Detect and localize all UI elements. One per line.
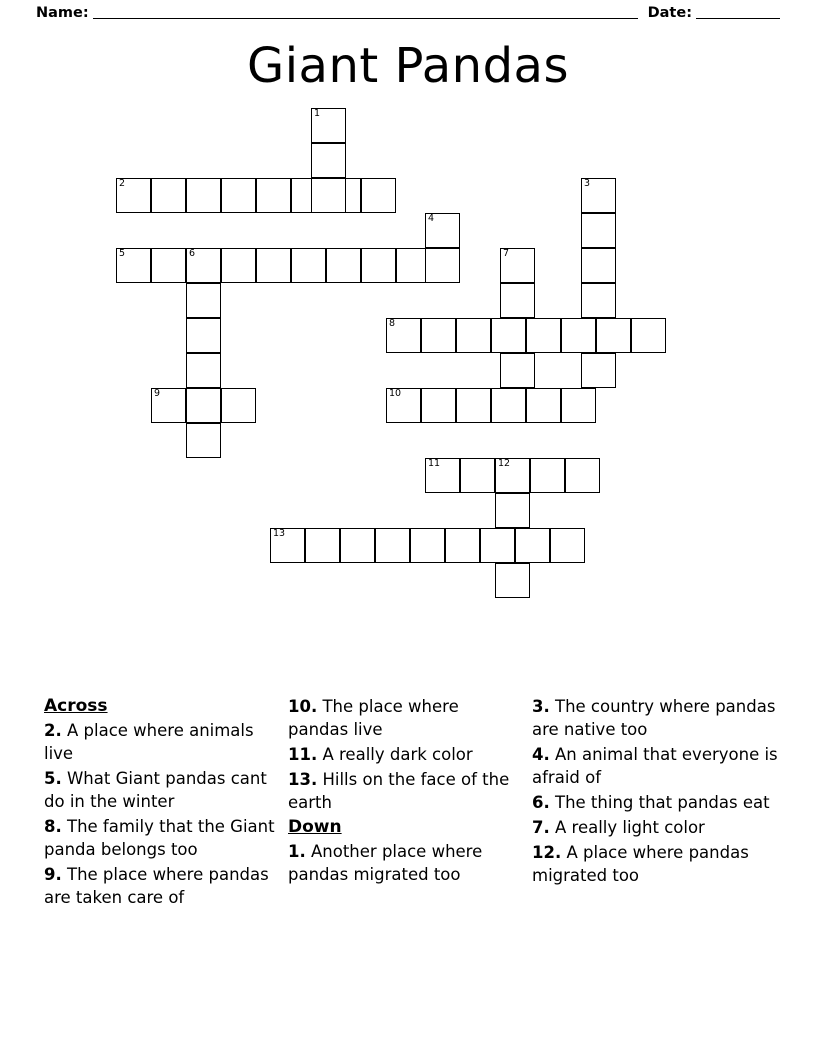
crossword-cell[interactable] bbox=[631, 318, 666, 353]
crossword-cell[interactable] bbox=[375, 528, 410, 563]
worksheet-header bbox=[36, 0, 780, 26]
crossword-cell-number: 9 bbox=[154, 388, 161, 399]
clue-text: The family that the Giant panda belongs too bbox=[44, 817, 275, 859]
clue-item bbox=[532, 791, 784, 814]
crossword-cell[interactable] bbox=[500, 353, 535, 388]
crossword-cell[interactable] bbox=[421, 388, 456, 423]
clue-text: The country where pandas are native too bbox=[532, 697, 776, 739]
crossword-cell[interactable] bbox=[596, 318, 631, 353]
crossword-cell-number: 12 bbox=[498, 458, 511, 469]
clue-number: 11. bbox=[288, 745, 318, 764]
clue-item bbox=[532, 816, 784, 839]
crossword-cell-number: 10 bbox=[389, 388, 402, 399]
crossword-cell[interactable] bbox=[186, 318, 221, 353]
crossword-cell[interactable] bbox=[480, 528, 515, 563]
name-label: Name: bbox=[36, 5, 89, 21]
clue-text: A place where animals live bbox=[44, 721, 254, 763]
crossword-cell[interactable] bbox=[311, 143, 346, 178]
crossword-cell-number: 6 bbox=[189, 248, 196, 259]
crossword-cell[interactable] bbox=[340, 528, 375, 563]
crossword-cell[interactable] bbox=[186, 423, 221, 458]
clue-item bbox=[44, 863, 276, 909]
crossword-cell[interactable] bbox=[581, 353, 616, 388]
clue-number: 12. bbox=[532, 843, 562, 862]
crossword-cell[interactable] bbox=[311, 108, 346, 143]
crossword-cell[interactable] bbox=[445, 528, 480, 563]
crossword-cell[interactable] bbox=[151, 248, 186, 283]
clue-section-heading: Across bbox=[44, 696, 108, 716]
crossword-cell-number: 8 bbox=[389, 318, 396, 329]
clue-item bbox=[288, 695, 520, 741]
clue-number: 2. bbox=[44, 721, 62, 740]
crossword-cell[interactable] bbox=[186, 388, 221, 423]
clue-number: 10. bbox=[288, 697, 318, 716]
crossword-cell-number: 7 bbox=[503, 248, 510, 259]
crossword-cell[interactable] bbox=[361, 248, 396, 283]
crossword-cell-number: 13 bbox=[273, 528, 286, 539]
clue-item bbox=[288, 768, 520, 814]
clues-area bbox=[44, 695, 784, 995]
clue-section-heading: Down bbox=[288, 817, 342, 837]
crossword-cell[interactable] bbox=[561, 318, 596, 353]
crossword-cell-number: 2 bbox=[119, 178, 126, 189]
crossword-cell[interactable] bbox=[526, 388, 561, 423]
clue-text: An animal that everyone is afraid of bbox=[532, 745, 778, 787]
clue-item bbox=[532, 743, 784, 789]
crossword-cell[interactable] bbox=[221, 388, 256, 423]
clue-number: 6. bbox=[532, 793, 550, 812]
crossword-cell[interactable] bbox=[500, 248, 535, 283]
crossword-cell-number: 3 bbox=[584, 178, 591, 189]
crossword-cell[interactable] bbox=[561, 388, 596, 423]
clue-text: A really dark color bbox=[317, 745, 473, 764]
crossword-cell[interactable] bbox=[526, 318, 561, 353]
crossword-cell-number: 1 bbox=[314, 108, 321, 119]
crossword-cell[interactable] bbox=[256, 178, 291, 213]
clue-number: 5. bbox=[44, 769, 62, 788]
crossword-grid[interactable] bbox=[0, 108, 816, 668]
clue-item bbox=[44, 767, 276, 813]
crossword-cell[interactable] bbox=[361, 178, 396, 213]
crossword-cell[interactable] bbox=[186, 248, 221, 283]
crossword-cell[interactable] bbox=[581, 213, 616, 248]
crossword-cell[interactable] bbox=[425, 213, 460, 248]
crossword-cell[interactable] bbox=[311, 178, 346, 213]
crossword-cell[interactable] bbox=[425, 458, 460, 493]
crossword-cell[interactable] bbox=[495, 458, 530, 493]
crossword-cell[interactable] bbox=[495, 493, 530, 528]
crossword-cell[interactable] bbox=[456, 388, 491, 423]
clue-column-3 bbox=[532, 695, 784, 889]
crossword-cell-number: 4 bbox=[428, 213, 435, 224]
clue-text: A really light color bbox=[549, 818, 705, 837]
crossword-cell[interactable] bbox=[221, 178, 256, 213]
crossword-cell[interactable] bbox=[270, 528, 305, 563]
crossword-cell[interactable] bbox=[565, 458, 600, 493]
crossword-cell[interactable] bbox=[151, 388, 186, 423]
crossword-cell[interactable] bbox=[460, 458, 495, 493]
crossword-cell[interactable] bbox=[410, 528, 445, 563]
crossword-cell[interactable] bbox=[491, 318, 526, 353]
crossword-cell[interactable] bbox=[495, 563, 530, 598]
clue-item bbox=[44, 815, 276, 861]
clue-number: 3. bbox=[532, 697, 550, 716]
clue-text: A place where pandas migrated too bbox=[532, 843, 749, 885]
crossword-cell[interactable] bbox=[530, 458, 565, 493]
clue-item bbox=[288, 840, 520, 886]
clue-text: Hills on the face of the earth bbox=[288, 770, 510, 812]
crossword-cell[interactable] bbox=[581, 178, 616, 213]
clue-number: 4. bbox=[532, 745, 550, 764]
crossword-cell[interactable] bbox=[186, 178, 221, 213]
date-write-line[interactable] bbox=[696, 5, 780, 19]
clue-text: Another place where pandas migrated too bbox=[288, 842, 483, 884]
clue-item bbox=[532, 841, 784, 887]
crossword-cell[interactable] bbox=[291, 248, 326, 283]
clue-number: 9. bbox=[44, 865, 62, 884]
crossword-cell[interactable] bbox=[186, 283, 221, 318]
name-write-line[interactable] bbox=[93, 5, 638, 19]
crossword-cell-number: 5 bbox=[119, 248, 126, 259]
clue-number: 7. bbox=[532, 818, 550, 837]
crossword-cell[interactable] bbox=[116, 248, 151, 283]
clue-number: 1. bbox=[288, 842, 306, 861]
crossword-cell[interactable] bbox=[581, 283, 616, 318]
crossword-cell[interactable] bbox=[305, 528, 340, 563]
clue-number: 8. bbox=[44, 817, 62, 836]
clue-text: The place where pandas are taken care of bbox=[44, 865, 269, 907]
clue-text: The thing that pandas eat bbox=[549, 793, 770, 812]
crossword-cell[interactable] bbox=[456, 318, 491, 353]
clue-column-2 bbox=[288, 695, 520, 888]
crossword-cell-number: 11 bbox=[428, 458, 441, 469]
clue-item bbox=[532, 695, 784, 741]
crossword-cell[interactable] bbox=[186, 353, 221, 388]
crossword-cell[interactable] bbox=[116, 178, 151, 213]
clue-column-1 bbox=[44, 695, 276, 911]
crossword-cell[interactable] bbox=[256, 248, 291, 283]
crossword-cell[interactable] bbox=[151, 178, 186, 213]
clue-text: What Giant pandas cant do in the winter bbox=[44, 769, 267, 811]
clue-text: The place where pandas live bbox=[288, 697, 459, 739]
crossword-cell[interactable] bbox=[386, 388, 421, 423]
crossword-cell[interactable] bbox=[421, 318, 456, 353]
crossword-cell[interactable] bbox=[500, 283, 535, 318]
crossword-cell[interactable] bbox=[581, 248, 616, 283]
crossword-cell[interactable] bbox=[386, 318, 421, 353]
crossword-cell[interactable] bbox=[491, 388, 526, 423]
date-label: Date: bbox=[647, 5, 692, 21]
clue-item bbox=[44, 719, 276, 765]
crossword-cell[interactable] bbox=[550, 528, 585, 563]
clue-item bbox=[288, 743, 520, 766]
crossword-cell[interactable] bbox=[221, 248, 256, 283]
page-title: Giant Pandas bbox=[247, 38, 569, 94]
clue-number: 13. bbox=[288, 770, 318, 789]
crossword-cell[interactable] bbox=[425, 248, 460, 283]
crossword-cell[interactable] bbox=[515, 528, 550, 563]
crossword-cell[interactable] bbox=[326, 248, 361, 283]
